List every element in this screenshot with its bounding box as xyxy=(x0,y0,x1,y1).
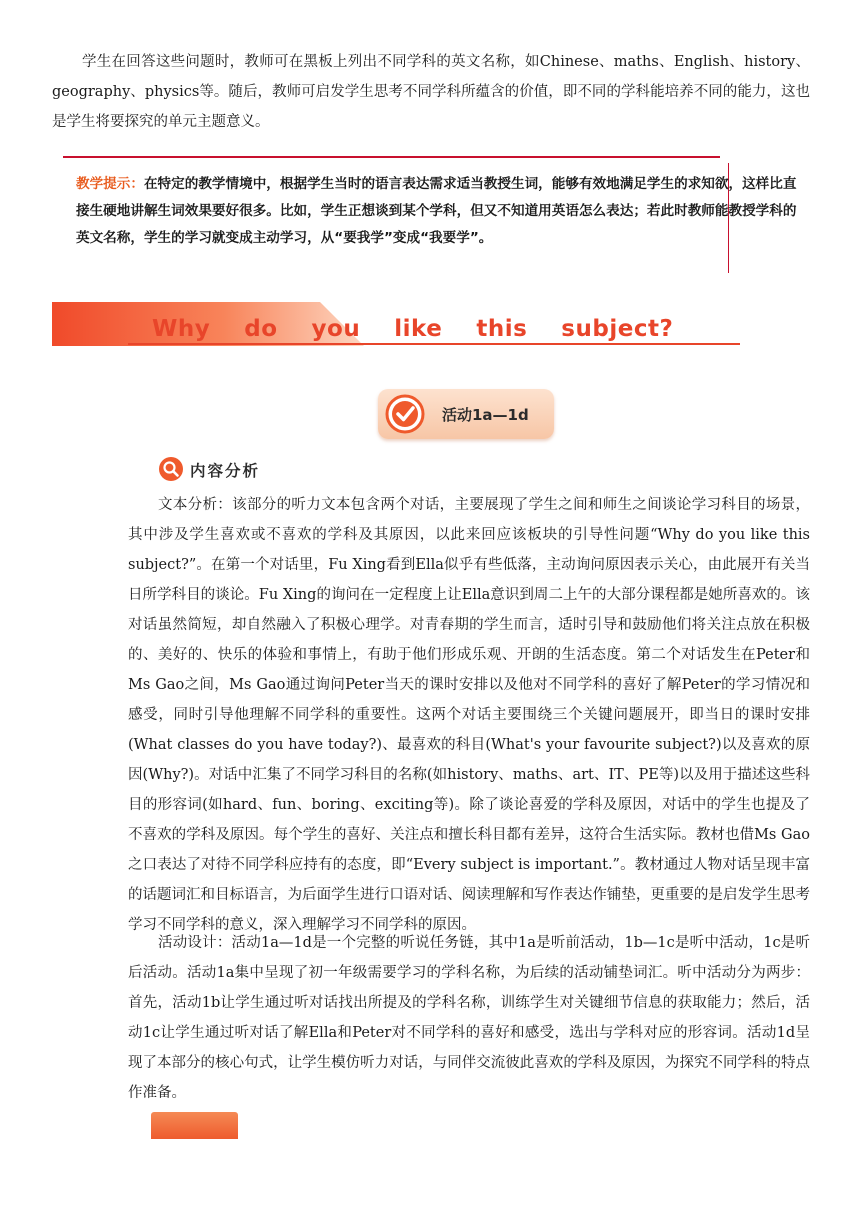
text-analysis-paragraph: 文本分析：该部分的听力文本包含两个对话，主要展现了学生之间和师生之间谈论学习科目的场景，其中涉及学生喜欢或不喜欢的学科及其原因，以此来回应该板块的引导性问题“Why do you like this subject?”。在第一个对话里，Fu Xing看到Ella似乎有些低落，主动询问原因表示关心，由此展开有关当日所学科目的谈论。Fu Xing的询问在一定程度上让Ella意识到周二上午的大部分课程都是她所喜欢的。该对话虽然简短，却自然融入了积极心理学。对青春期的学生而言，适时引导和鼓励他们将关注点放在积极的、美好的、快乐的体验和事情上，有助于他们形成乐观、开朗的生活态度。第二个对话发生在Peter和Ms Gao之间，Ms Gao通过询问Peter当天的课时安排以及他对不同学科的喜好了解Peter的学习情况和感受，同时引导他理解不同学科的重要性。这两个对话主要围绕三个关键问题展开，即当日的课时安排(What classes do you have today?)、最喜欢的科目(What's your favourite subject?)以及喜欢的原因(Why?)。对话中汇集了不同学习科目的名称(如history、maths、art、IT、PE等)以及用于描述这些科目的形容词(如hard、fun、boring、exciting等)。除了谈论喜爱的学科及原因，对话中的学生也提及了不喜欢的学科及原因。每个学生的喜好、关注点和擅长科目都有差异，这符合生活实际。教材也借Ms Gao之口表达了对待不同学科应持有的态度，即“Every subject is important.”。教材通过人物对话呈现丰富的话题词汇和目标语言，为后面学生进行口语对话、阅读理解和写作表达作铺垫，更重要的是启发学生思考学习不同学科的意义，深入理解学习不同学科的原因。 xyxy=(128,497,810,933)
teaching-tip xyxy=(76,171,802,252)
activity-label: 活动1a—1d xyxy=(442,406,529,424)
activity-design-paragraph: 活动设计：活动1a—1d是一个完整的听说任务链，其中1a是听前活动，1b—1c是听中活动，1c是听后活动。活动1a集中呈现了初一年级需要学习的学科名称，为后续的活动铺垫词汇。听中活动分为两步：首先，活动1b让学生通过听对话找出所提及的学科名称，训练学生对关键细节信息的获取能力；然后，活动1c让学生通过听对话了解Ella和Peter对不同学科的喜好和感受，选出与学科对应的形容词。活动1d呈现了本部分的核心句式，让学生模仿听力对话，与同伴交流彼此喜欢的学科及原因，为探究不同学科的特点作准备。 xyxy=(128,935,810,1101)
check-circle-icon xyxy=(384,393,426,435)
section-banner xyxy=(52,302,692,346)
content-analysis-label: 内容分析 xyxy=(190,462,261,480)
magnifier-icon xyxy=(158,456,184,482)
teaching-tip-text: 在特定的教学情境中，根据学生当时的语言表达需求适当教授生词，能够有效地满足学生的求知欲，这样比直接生硬地讲解生词效果要好很多。比如，学生正想谈到某个学科，但又不知道用英语怎么表达；若此时教师能教授学科的英文名称，学生的学习就变成主动学习，从“要我学”变成“我要学”。 xyxy=(76,176,797,246)
teaching-tip-label: 教学提示： xyxy=(76,176,144,192)
section-title-underline xyxy=(128,343,740,345)
activity-badge xyxy=(378,389,554,439)
tip-top-rule xyxy=(63,156,720,158)
intro-paragraph: 学生在回答这些问题时，教师可在黑板上列出不同学科的英文名称，如Chinese、maths、English、history、geography、physics等。随后，教师可启发学生思考不同学科所蕴含的价值，即不同的学科能培养不同的能力，这也是学生将要探究的单元主题意义。 xyxy=(52,54,810,130)
section-title: Why do you like this subject? xyxy=(152,316,674,342)
next-section-tab xyxy=(151,1112,238,1139)
